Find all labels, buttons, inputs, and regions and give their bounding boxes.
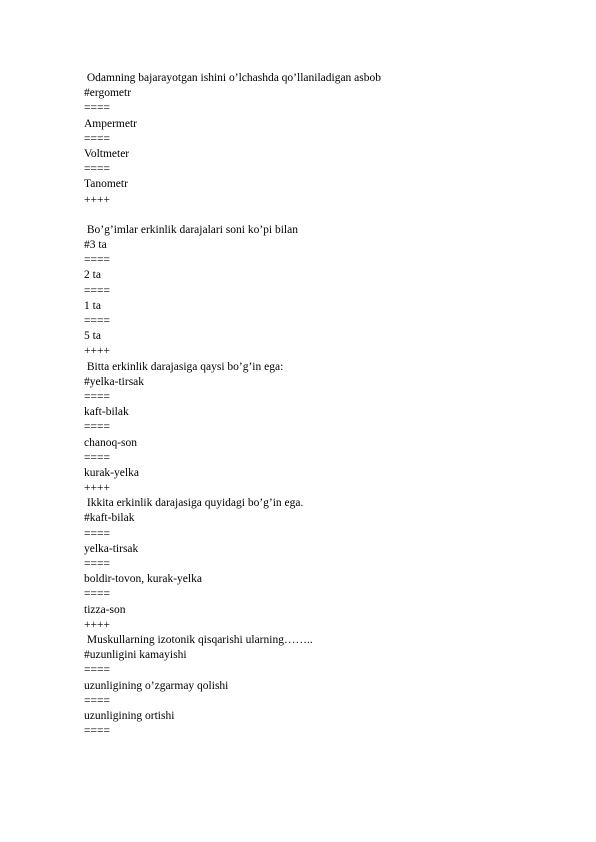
document-page [84,71,524,739]
question-end-marker: ++++ [84,193,110,206]
separator: ==== [84,527,110,540]
answer-option: Tanometr [84,178,128,191]
separator: ==== [84,132,110,145]
answer-option: uzunligining o’zgarmay qolishi [84,679,229,692]
question-5-text: Muskullarning izotonik qisqarishi ularning…….. [84,633,313,646]
answer-option: yelka-tirsak [84,542,139,555]
answer-option: chanoq-son [84,436,138,449]
answer-correct: #uzunligini kamayishi [84,649,187,662]
answer-correct: #3 ta [84,239,107,252]
separator: ==== [84,558,110,570]
question-end-marker: ++++ [84,345,110,358]
question-end-marker: ++++ [84,482,110,495]
answer-correct: #yelka-tirsak [84,375,145,388]
answer-correct: #kaft-bilak [84,512,135,525]
question-1-text: Odamning bajarayotgan ishini o’lchashda qo’llaniladigan asbob [84,72,382,84]
separator: ==== [84,694,110,707]
answer-option: Voltmeter [84,147,130,160]
answer-option: kaft-bilak [84,406,129,419]
separator: ==== [84,315,110,327]
separator: ==== [84,421,110,434]
question-4-text: Ikkita erkinlik darajasiga quyidagi bo’g’in ega. [84,497,304,510]
answer-option: boldir-tovon, kurak-yelka [84,573,202,586]
question-2-text: Bo’g’imlar erkinlik darajalari soni ko’pi bilan [84,223,298,236]
separator: ==== [84,451,110,464]
separator: ==== [84,163,110,176]
question-3-text: Bitta erkinlik darajasiga qaysi bo’g’in ega: [84,360,284,373]
separator: ==== [84,664,110,677]
separator: ==== [84,102,110,115]
separator: ==== [84,588,110,601]
separator: ==== [84,725,110,738]
answer-option: 2 ta [84,269,101,282]
answer-option: uzunligining ortishi [84,709,175,722]
separator: ==== [84,254,110,267]
blank-line [84,208,524,223]
separator: ==== [84,390,110,403]
answer-option: tizza-son [84,603,126,616]
answer-correct: #ergometr [84,87,132,100]
separator: ==== [84,284,110,297]
question-end-marker: ++++ [84,618,110,631]
answer-option: 5 ta [84,330,101,343]
answer-option: 1 ta [84,299,101,312]
answer-option: kurak-yelka [84,466,139,479]
answer-option: Ampermetr [84,117,138,130]
